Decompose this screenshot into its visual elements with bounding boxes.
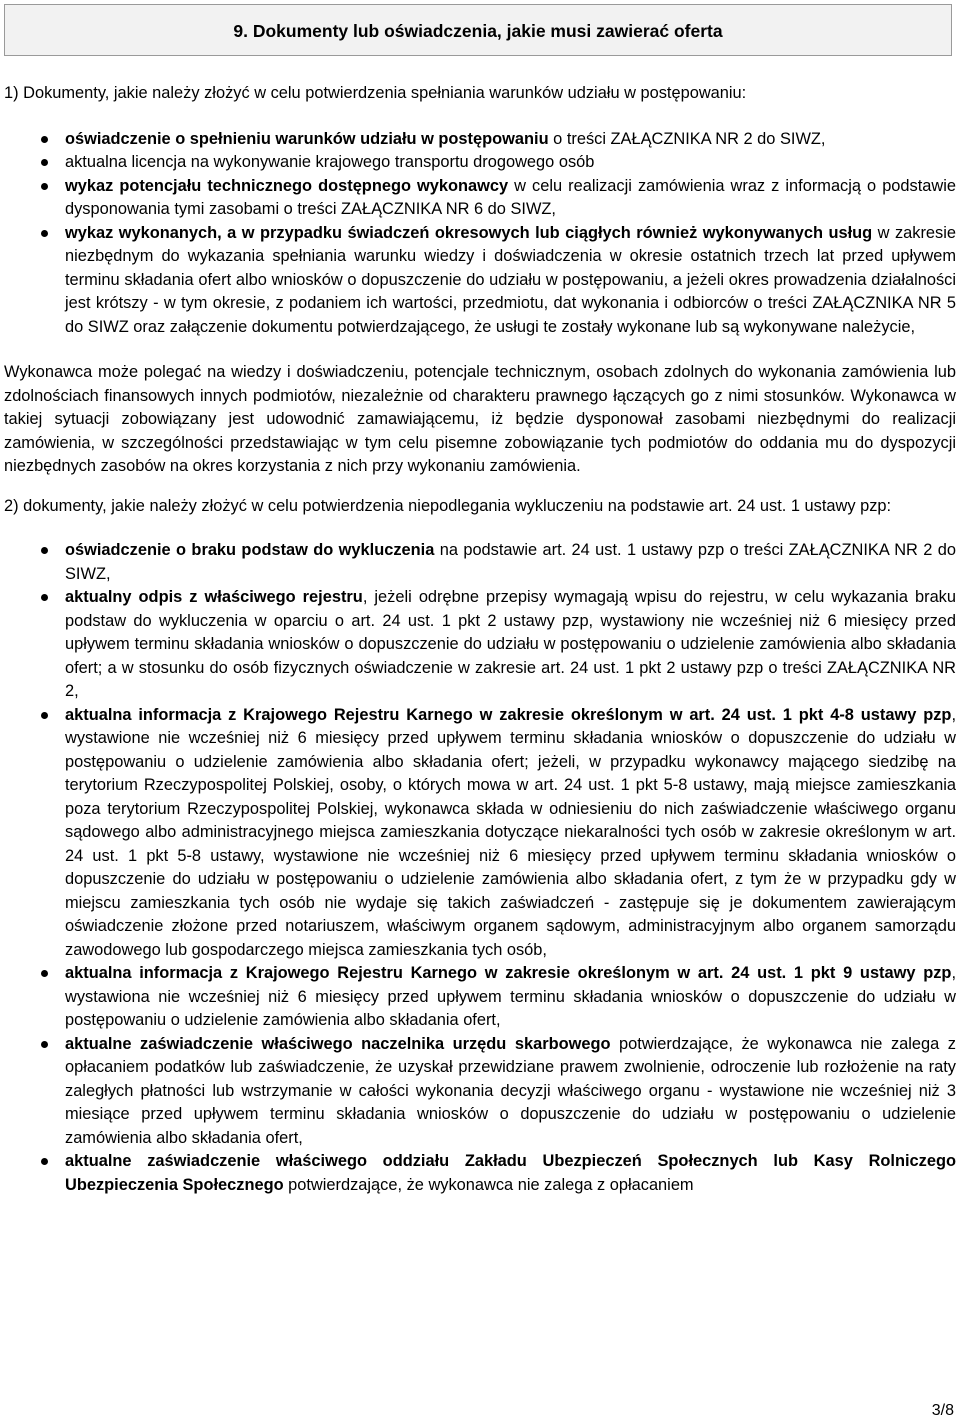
section2-intro: 2) dokumenty, jakie należy złożyć w celu potwierdzenia niepodlegania wykluczeniu na podstawie art. 24 ust. 1 ustawy pzp: <box>4 496 892 515</box>
list-item-bold: aktualny odpis z właściwego rejestru <box>65 588 363 606</box>
section2-list <box>4 539 956 1197</box>
list-item <box>65 1033 956 1151</box>
section-title: 9. Dokumenty lub oświadczenia, jakie musi zawierać oferta <box>233 21 723 41</box>
list-item-text: o treści ZAŁĄCZNIKA NR 2 do SIWZ, <box>548 129 826 148</box>
list-item <box>65 539 956 586</box>
page-number: 3/8 <box>931 1402 954 1419</box>
list-item <box>65 704 956 963</box>
list-item-text: aktualna licencja na wykonywanie krajowego transportu drogowego osób <box>65 153 595 171</box>
section1-intro: 1) Dokumenty, jakie należy złożyć w celu potwierdzenia spełniania warunków udziału w postępowaniu: <box>4 84 747 102</box>
list-item-bold: wykaz potencjału technicznego dostępnego wykonawcy <box>65 176 509 195</box>
section1-list <box>4 128 956 340</box>
list-item-bold: oświadczenie o braku podstaw do wykluczenia <box>65 541 435 559</box>
list-item <box>65 175 956 222</box>
list-item-text: , wystawiona nie wcześniej niż 6 miesięcy przed upływem terminu składania wniosków o dopuszczenie do udziału w postępowaniu o udzielenie zamówienia albo składania ofert, <box>65 964 956 1029</box>
list-item-text: w celu realizacji zamówienia wraz z informacją o podstawie dysponowania tymi zasobami o treści ZAŁĄCZNIKA NR 6 do SIWZ, <box>65 176 957 218</box>
list-item-bold: oświadczenie o spełnieniu warunków udziału w postępowaniu <box>65 129 549 148</box>
list-item-bold: aktualna informacja z Krajowego Rejestru Karnego w zakresie określonym w art. 24 ust. 1 pkt 9 ustawy pzp <box>65 964 952 982</box>
list-item-bold: aktualne zaświadczenie właściwego naczelnika urzędu skarbowego <box>65 1034 611 1053</box>
list-item-bold: aktualne zaświadczenie właściwego oddziału Zakładu Ubezpieczeń Społecznych lub Kasy Rolniczego Ubezpieczenia Społecznego <box>65 1152 956 1194</box>
list-item-text: w zakresie niezbędnym do wykazania spełniania warunku wiedzy i doświadczenia w okresie ostatnich trzech lat przed upływem terminu składania ofert albo wniosków o dopuszczenie do udziału w postępowaniu, a jeżeli okres prowadzenia działalności jest krótszy - w tym okresie, z podaniem ich wartości, przedmiotu, dat wykonania i odbiorców o treści ZAŁĄCZNIKA NR 5 do SIWZ oraz załączenie dokumentu potwierdzającego, że usługi te zostały wykonane lub są wykonywane należycie, <box>65 223 956 336</box>
list-item <box>65 128 956 152</box>
list-item <box>65 586 956 704</box>
list-item <box>65 222 956 340</box>
list-item-text: potwierdzające, że wykonawca nie zalega z opłacaniem podatków lub zaświadczenie, że uzyskał przewidziane prawem zwolnienie, odroczenie lub rozłożenie na raty zaległych płatności lub wstrzymanie w całości wykonania decyzji właściwego organu - wystawione nie wcześniej niż 3 miesiące przed upływem terminu składania wniosków o dopuszczenie do udziału w postępowaniu o udzielenie zamówienia albo składania ofert, <box>65 1034 956 1147</box>
list-item-text: , wystawione nie wcześniej niż 6 miesięcy przed upływem terminu składania wniosków o dopuszczenie do udziału w postępowaniu o udzielenie zamówienia albo składania ofert; jeżeli, w przypadku wykonawcy mającego siedzibę na terytorium Rzeczypospolitej Polskiej, osoby, o których mowa w art. 24 ust. 1 pkt 5-8 ustawy, mają miejsce zamieszkania poza terytorium Rzeczypospolitej Polskiej, wykonawca składa w odniesieniu do nich zaświadczenie właściwego organu sądowego albo administracyjnego miejsca zamieszkania dotyczące niekaralności tych osób w zakresie określonym w art. 24 ust. 1 pkt 5-8 ustawy, wystawione nie wcześniej niż 6 miesięcy przed upływem terminu składania wniosków o dopuszczenie do udziału w postępowaniu o udzielenie zamówienia albo składania ofert, z tym że w przypadku gdy w miejscu zamieszkania tych osób nie wydaje się takich zaświadczeń - zastępuje się je dokumentem zawierającym oświadczenie złożone przed notariuszem, właściwym organem sądowym, administracyjnym albo organem samorządu zawodowego lub gospodarczego miejsca zamieszkania tych osób, <box>65 705 956 959</box>
list-item-bold: aktualna informacja z Krajowego Rejestru Karnego w zakresie określonym w art. 24 ust. 1 pkt 4-8 ustawy pzp <box>65 705 952 724</box>
list-item <box>65 962 956 1033</box>
list-item-text: potwierdzające, że wykonawca nie zalega z opłacaniem <box>283 1175 694 1194</box>
list-item <box>65 151 956 175</box>
list-item <box>65 1150 956 1197</box>
list-item-text: , jeżeli odrębne przepisy wymagają wpisu do rejestru, w celu wykazania braku podstaw do wykluczenia w oparciu o art. 24 ust. 1 pkt 2 ustawy pzp, wystawiony nie wcześniej niż 6 miesięcy przed upływem terminu składania wniosków o dopuszczenie do udziału w postępowaniu o udzielenie zamówienia albo składania ofert; a w stosunku do osób fizycznych oświadczenie w zakresie art. 24 ust. 1 pkt 2 ustawy pzp o treści ZAŁĄCZNIKA NR 2, <box>65 588 956 700</box>
list-item-text: na podstawie art. 24 ust. 1 ustawy pzp o treści ZAŁĄCZNIKA NR 2 do SIWZ, <box>65 541 956 583</box>
list-item-bold: wykaz wykonanych, a w przypadku świadczeń okresowych lub ciągłych również wykonywanych usług <box>65 223 873 242</box>
document-body <box>4 82 956 1197</box>
resources-paragraph: Wykonawca może polegać na wiedzy i doświadczeniu, potencjale technicznym, osobach zdolnych do wykonania zamówienia lub zdolnościach finansowych innych podmiotów, niezależnie od charakteru prawnego łączących go z nimi stosunków. Wykonawca w takiej sytuacji zobowiązany jest udowodnić zamawiającemu, iż będzie dysponował zasobami niezbędnymi do realizacji zamówienia, w szczególności przedstawiając w tym celu pisemne zobowiązanie tych podmiotów do oddania mu do dyspozycji niezbędnych zasobów na okres korzystania z nich przy wykonaniu zamówienia. <box>4 363 956 475</box>
section-header <box>4 4 952 56</box>
